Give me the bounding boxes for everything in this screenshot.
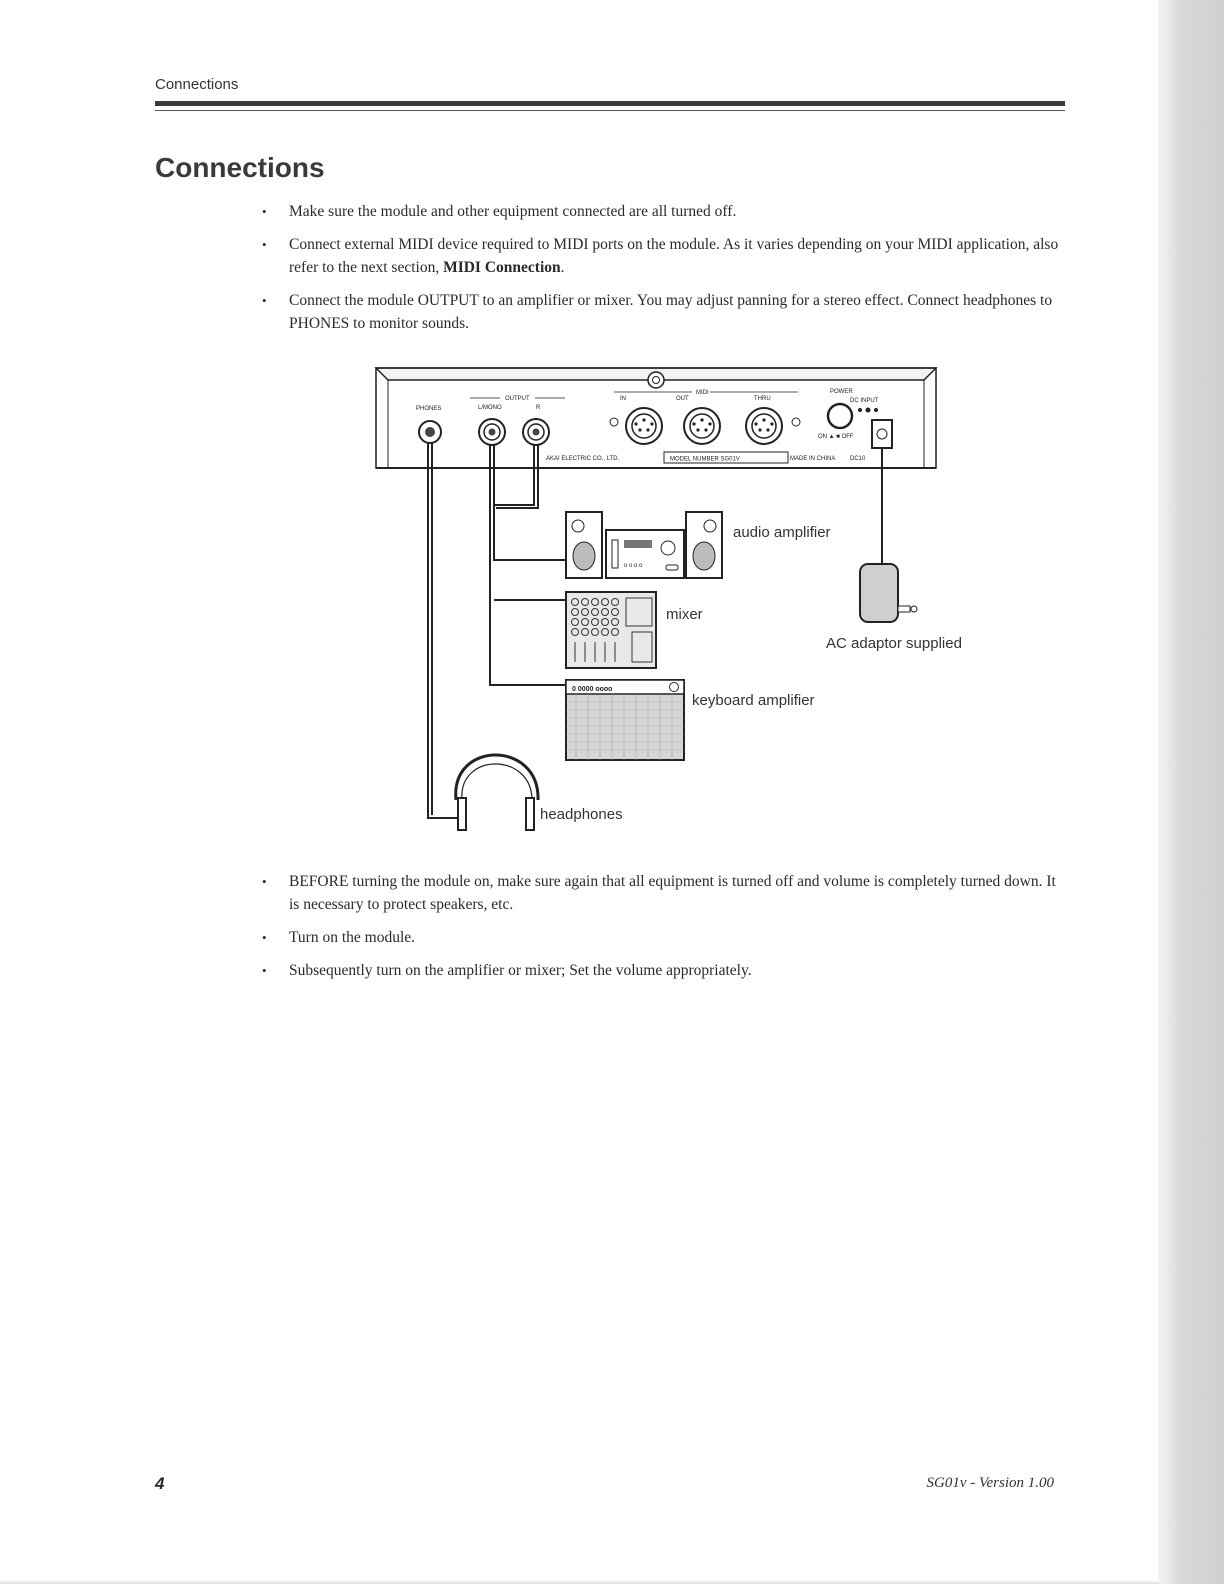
header-rule-thin [155, 110, 1065, 111]
connection-diagram [370, 360, 990, 845]
ac-adaptor-icon [860, 564, 917, 622]
list-item-text: Subsequently turn on the amplifier or mixer; Set the volume appropriately. [289, 962, 752, 979]
mixer-icon [566, 592, 656, 668]
bullet-icon: • [262, 874, 267, 889]
list-item-text: Connect the module OUTPUT to an amplifier or mixer. You may adjust panning for a stereo effect. Connect headphones to PHONES to monitor sounds. [289, 292, 1053, 332]
page-title: Connections [155, 152, 325, 183]
header-rule-thick [155, 101, 1065, 106]
list-item [262, 926, 1065, 949]
midi-in-label: IN [620, 396, 626, 402]
audio-amplifier-icon [566, 512, 722, 578]
power-switch [828, 404, 852, 428]
list-item-text: Connect external MIDI device required to MIDI ports on the module. As it varies depending on your MIDI application, also refer to the next section, [289, 236, 1059, 276]
output-label: OUTPUT [505, 396, 530, 402]
keyboard-amplifier-label: keyboard amplifier [692, 692, 815, 709]
output-l-jack [479, 419, 505, 445]
list-item-text: Make sure the module and other equipment connected are all turned off. [289, 203, 737, 220]
maker-label: AKAI ELECTRIC CO., LTD. [546, 456, 620, 462]
dc-label: DC10 [850, 456, 866, 462]
bullet-icon: • [262, 293, 267, 308]
model-label: MODEL NUMBER SG01V [670, 456, 740, 463]
midi-thru-port [746, 408, 800, 444]
list-item [262, 200, 1065, 223]
version-label: SG01v - Version 1.00 [926, 1475, 1054, 1491]
phones-jack [419, 421, 441, 443]
page-scan-edge [1158, 0, 1224, 1584]
svg-text:o o o o: o o o o [624, 563, 643, 569]
on-off-label: ON ▲ ■ OFF [818, 434, 854, 440]
dc-input-jack [858, 408, 892, 449]
output-r-jack [523, 419, 549, 445]
headphones-label: headphones [540, 806, 623, 823]
list-item-text: Turn on the module. [289, 929, 416, 946]
list-item [262, 289, 1065, 335]
power-label: POWER [830, 389, 853, 395]
page-scan-bottom-edge [0, 1580, 1160, 1584]
bullet-icon: • [262, 963, 267, 978]
midi-out-port [684, 408, 720, 444]
made-in-label: MADE IN CHINA [790, 456, 836, 462]
headphones-icon [456, 755, 538, 830]
audio-amplifier-label: audio amplifier [733, 524, 831, 541]
lmono-label: L/MONO [478, 405, 502, 411]
list-item [262, 870, 1065, 916]
svg-text:0 0000 oooo: 0 0000 oooo [572, 686, 613, 693]
instructions-list-before [262, 200, 1065, 345]
midi-label: MIDI [696, 390, 709, 396]
midi-in-port [610, 408, 662, 444]
running-header: Connections [155, 76, 239, 93]
bullet-icon: • [262, 237, 267, 252]
phones-label: PHONES [416, 406, 442, 412]
list-item-text-end: . [560, 259, 565, 276]
bullet-icon: • [262, 204, 267, 219]
r-label: R [536, 405, 541, 411]
bullet-icon: • [262, 930, 267, 945]
midi-out-label: OUT [676, 396, 689, 402]
midi-connection-reference: MIDI Connection [443, 259, 561, 276]
list-item [262, 959, 1065, 982]
page-number: 4 [155, 1474, 165, 1493]
keyboard-amplifier-icon [566, 680, 684, 760]
instructions-list-after [262, 870, 1065, 992]
midi-thru-label: THRU [754, 396, 771, 402]
mixer-label: mixer [666, 606, 703, 623]
ac-adaptor-label: AC adaptor supplied [826, 635, 962, 652]
list-item-text: BEFORE turning the module on, make sure again that all equipment is turned off and volume is completely turned down. It is necessary to protect speakers, etc. [289, 873, 1056, 913]
dc-input-label: DC INPUT [850, 398, 879, 404]
list-item [262, 233, 1065, 279]
